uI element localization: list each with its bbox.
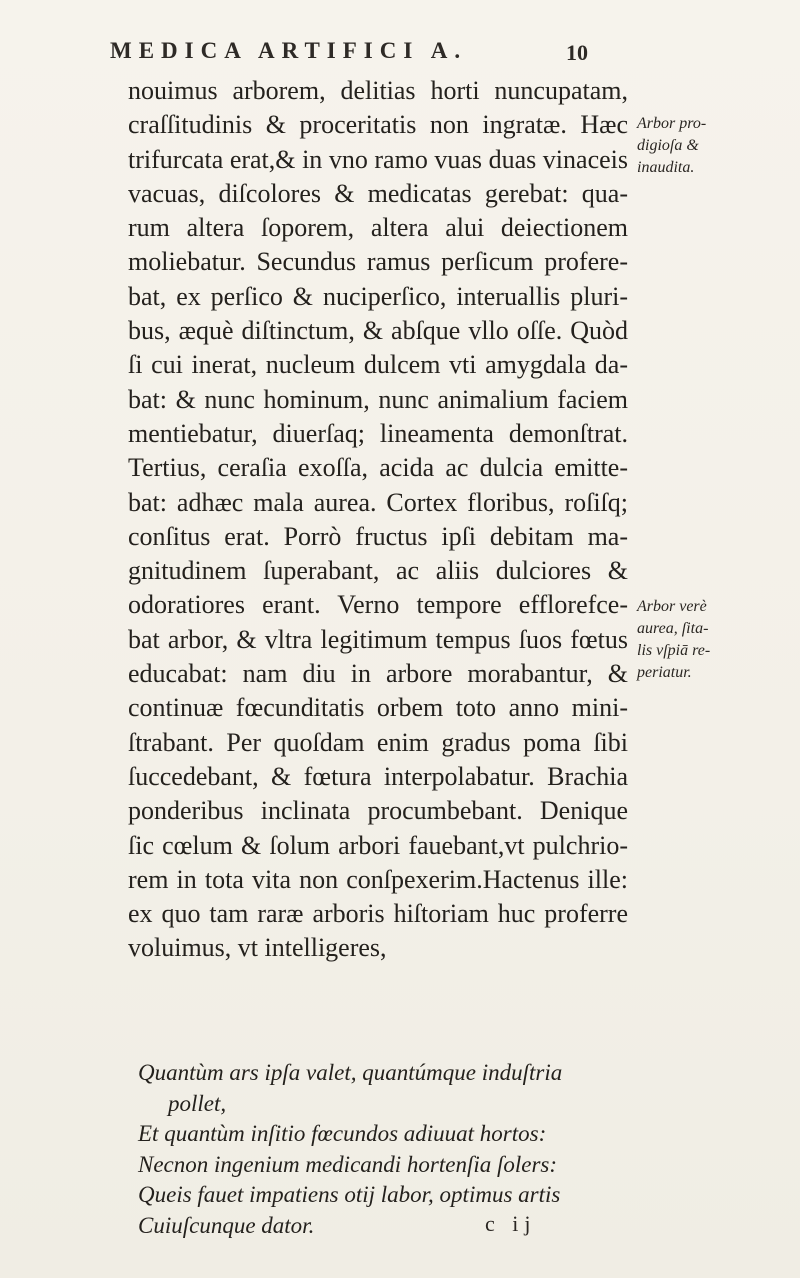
text-line: mentiebatur, diuerſaq; lineamenta demonſtrat. bbox=[128, 418, 628, 448]
text-line: Tertius, ceraſia exoſſa, acida ac dulcia emitte- bbox=[128, 453, 628, 483]
text-line: ſtrabant. Per quoſdam enim gradus poma ſibi bbox=[128, 727, 628, 757]
text-line: educabat: nam diu in arbore morabantur, & bbox=[128, 659, 628, 689]
verse-line: Necnon ingenium medicandi hortenſia ſolers: bbox=[138, 1151, 558, 1177]
body-text bbox=[128, 74, 628, 966]
text-line: bat, ex perſico & nuciperſico, interuallis pluri- bbox=[128, 281, 628, 311]
text-line: ponderibus inclinata procumbebant. Denique bbox=[128, 796, 628, 826]
signature-mark: c ij bbox=[485, 1211, 537, 1236]
margin-note-line: inaudita. bbox=[637, 159, 695, 176]
verse-line: Cuiuſcunque dator. bbox=[138, 1212, 315, 1238]
margin-note-line: digioſa & bbox=[637, 137, 699, 154]
verse-line: pollet, bbox=[168, 1090, 227, 1116]
text-line: vacuas, diſcolores & medicatas gerebat: qua- bbox=[128, 178, 628, 208]
text-line: ſi cui inerat, nucleum dulcem vti amygdala da- bbox=[128, 350, 628, 380]
text-line: bus, æquè diſtinctum, & abſque vllo oſſe. Quòd bbox=[128, 316, 628, 346]
margin-note-prodigious-tree bbox=[637, 113, 797, 179]
text-line: rem in tota vita non conſpexerim.Hactenus ille: bbox=[128, 864, 628, 894]
margin-note-line: Arbor pro- bbox=[637, 115, 707, 132]
text-line: ex quo tam raræ arboris hiſtoriam huc proferre bbox=[128, 899, 628, 929]
text-line: bat: adhæc mala aurea. Cortex floribus, roſiſq; bbox=[128, 487, 628, 517]
verse-line: Queis fauet impatiens otij labor, optimus artis bbox=[138, 1182, 561, 1207]
text-line: conſitus erat. Porrò fructus ipſi debitam ma- bbox=[128, 521, 628, 551]
text-line: ſic cœlum & ſolum arbori fauebant,vt pulchrio- bbox=[128, 830, 628, 860]
text-line: continuæ fœcunditatis orbem toto anno mini- bbox=[128, 693, 628, 723]
margin-note-line: Arbor verè bbox=[637, 598, 707, 615]
verse-block bbox=[138, 1058, 618, 1241]
text-line: craſſitudinis & proceritatis non ingratæ. Hæc bbox=[128, 110, 628, 140]
text-line: rum altera ſoporem, altera alui deiectionem bbox=[128, 213, 628, 243]
running-title: MEDICA ARTIFICI A. bbox=[110, 38, 468, 63]
margin-note-line: periatur. bbox=[637, 664, 692, 681]
margin-note-golden-tree bbox=[637, 596, 797, 684]
text-line: ſuccedebant, & fœtura interpolabatur. Brachia bbox=[128, 761, 628, 791]
verse-line: Et quantùm inſitio fœcundos adiuuat hortos: bbox=[138, 1121, 547, 1146]
text-line: gnitudinem ſuperabant, ac aliis dulciores & bbox=[128, 556, 628, 586]
text-line: moliebatur. Secundus ramus perſicum profere- bbox=[128, 247, 628, 277]
text-line: voluimus, vt intelligeres, bbox=[128, 933, 387, 963]
text-line: trifurcata erat,& in vno ramo vuas duas vinaceis bbox=[128, 144, 628, 174]
page-number: 10 bbox=[566, 40, 588, 65]
verse-line: Quantùm ars ipſa valet, quantúmque induſtria bbox=[138, 1060, 563, 1085]
text-line: odoratiores erant. Verno tempore efflorefce- bbox=[128, 590, 628, 620]
margin-note-line: aurea, ſita- bbox=[637, 620, 709, 637]
margin-note-line: lis vſpiā re- bbox=[637, 642, 711, 659]
text-line: bat: & nunc hominum, nunc animalium faciem bbox=[128, 384, 628, 414]
text-line: bat arbor, & vltra legitimum tempus ſuos fœtus bbox=[128, 624, 628, 654]
text-line: nouimus arborem, delitias horti nuncupatam, bbox=[128, 76, 628, 105]
